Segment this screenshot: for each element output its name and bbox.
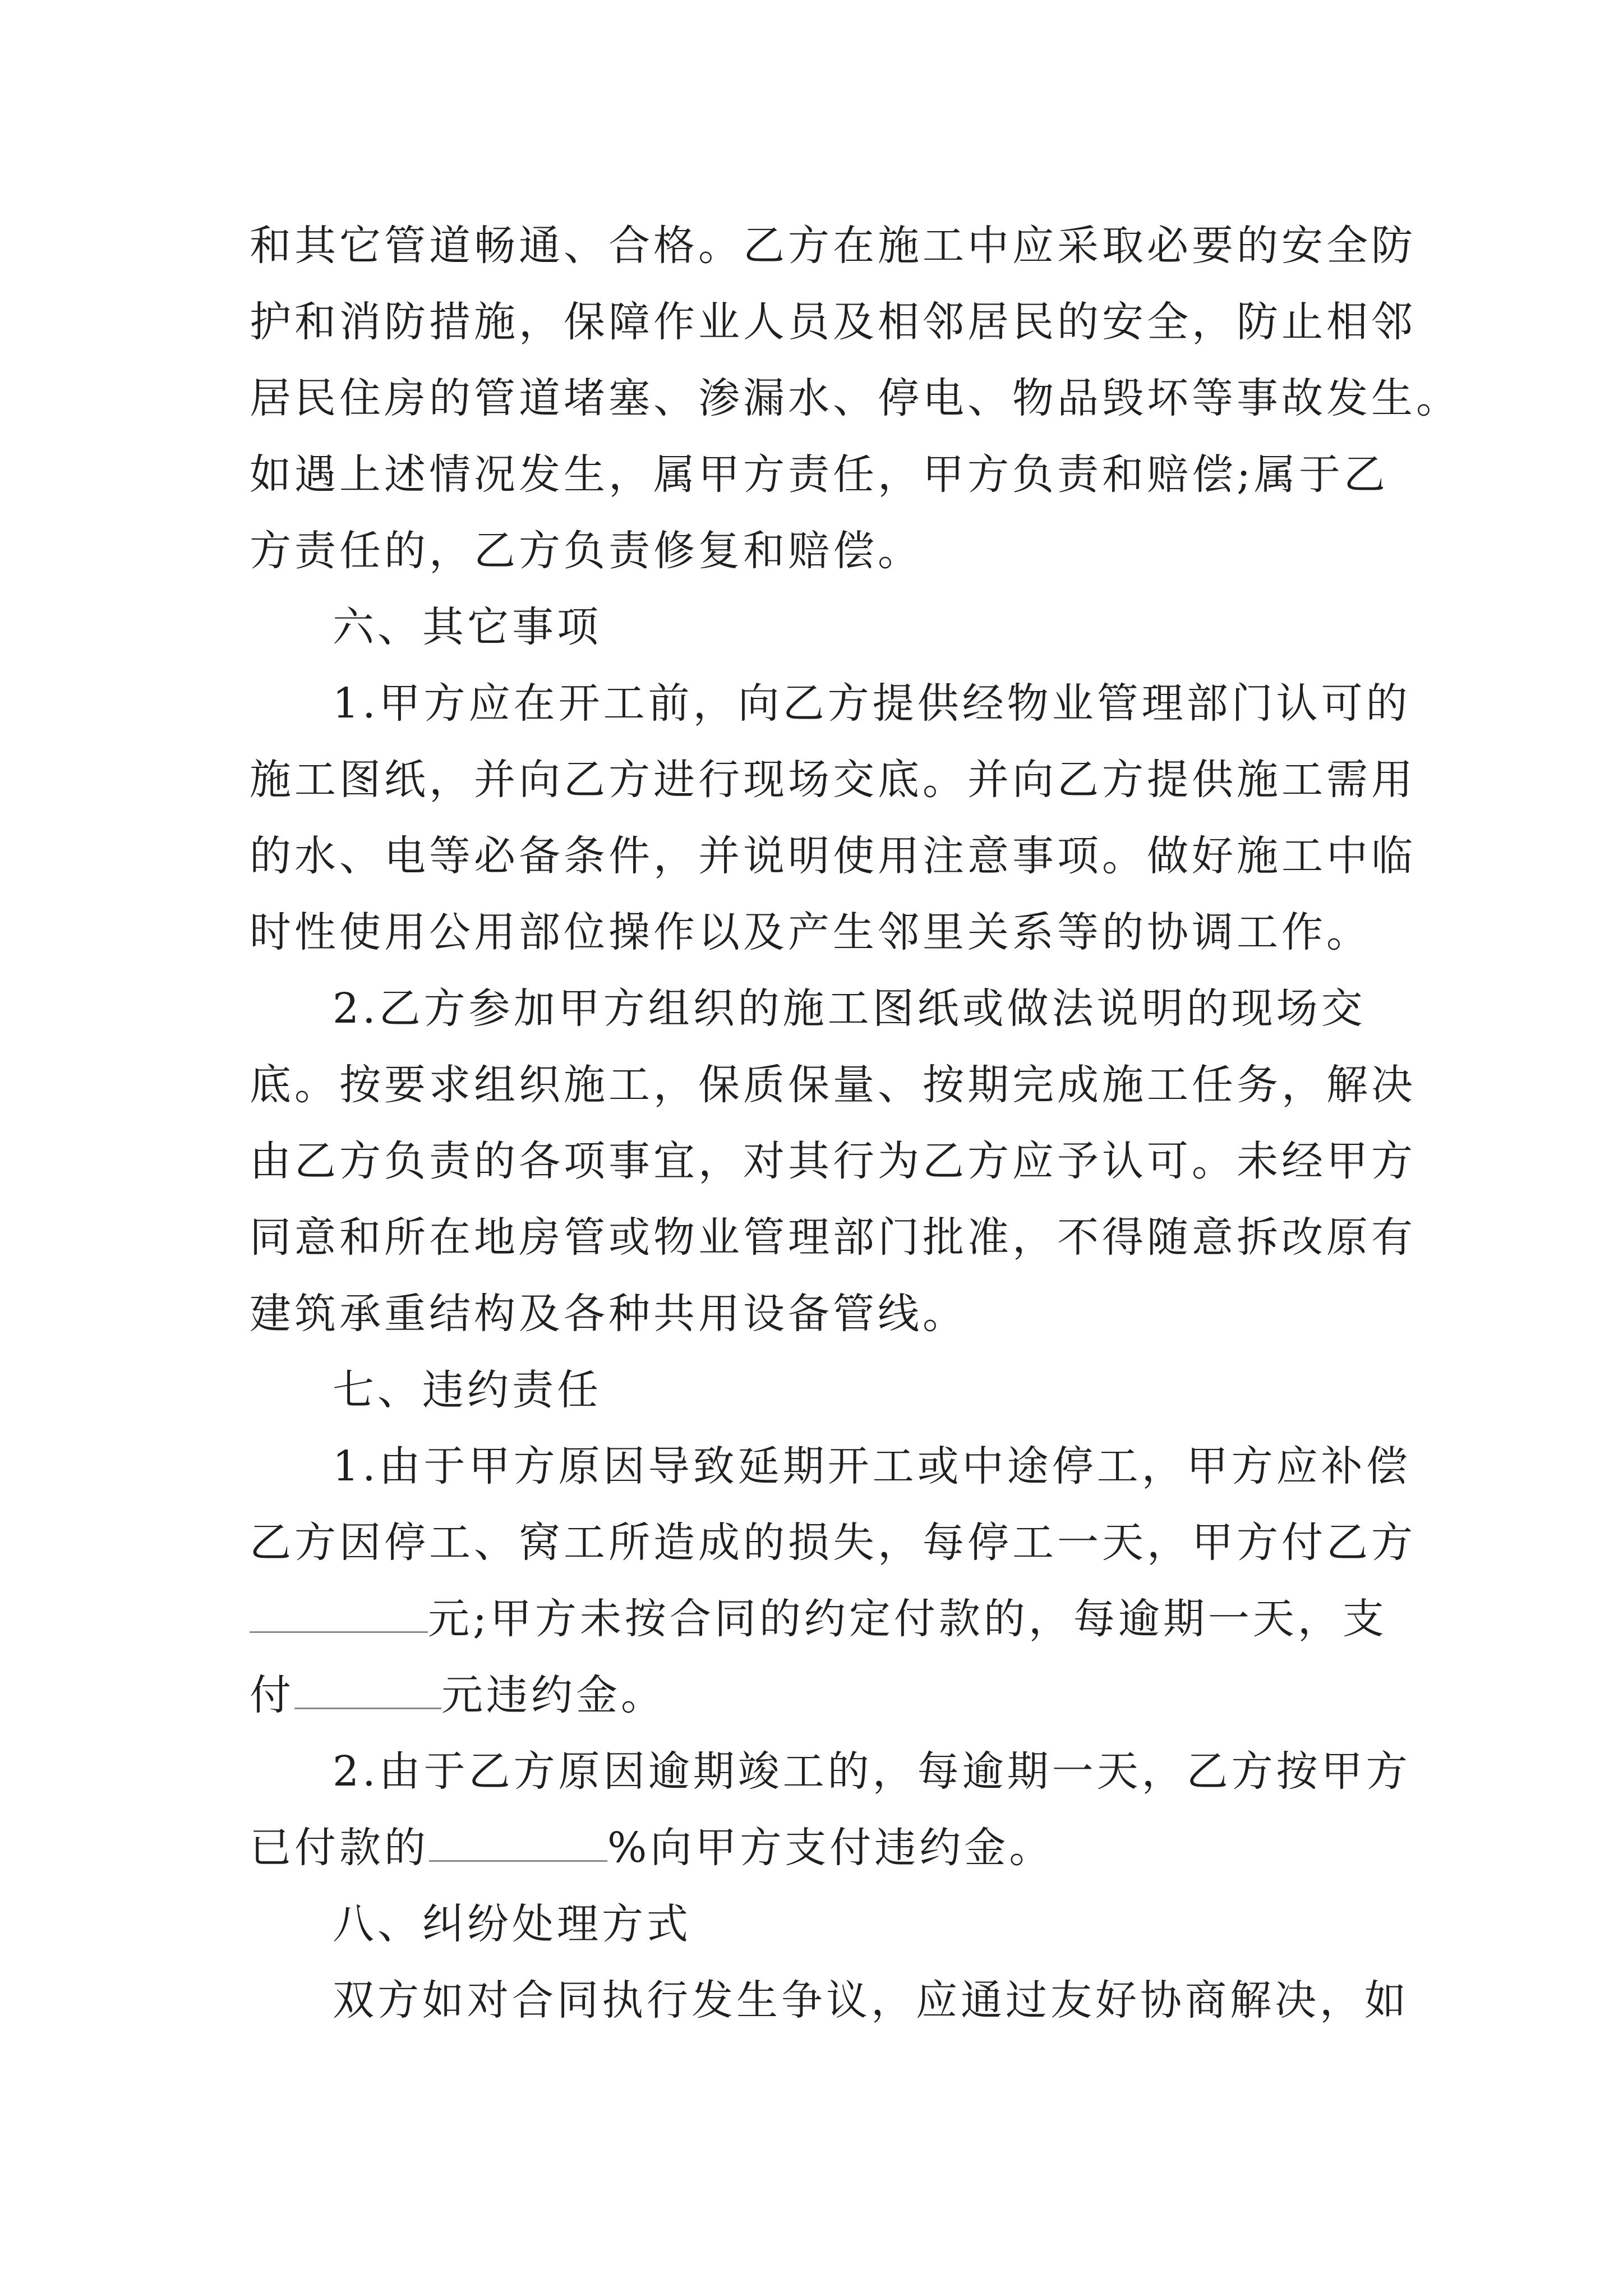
paragraph-line: 方责任的，乙方负责修复和赔偿。 [250,527,923,575]
section-heading-7: 七、违约责任 [333,1366,602,1414]
paragraph-line: 时性使用公用部位操作以及产生邻里关系等的协调工作。 [250,908,1371,956]
line-text: 元;甲方未按合同的约定付款的，每逾期一天，支 [428,1595,1387,1643]
paragraph-line: 施工图纸，并向乙方进行现场交底。并向乙方提供施工需用 [250,756,1416,804]
paragraph-line: 由乙方负责的各项事宜，对其行为乙方应予认可。未经甲方 [250,1137,1416,1185]
paragraph-line-blank-3 [250,1810,1377,1886]
paragraph-line: 建筑承重结构及各种共用设备管线。 [250,1290,967,1338]
paragraph-line: 乙方因停工、窝工所造成的损失，每停工一天，甲方付乙方 [250,1519,1416,1567]
paragraph-line: 和其它管道畅通、合格。乙方在施工中应采取必要的安全防 [250,222,1416,270]
paragraph-line: 2.由于乙方原因逾期竣工的，每逾期一天，乙方按甲方 [333,1747,1411,1796]
fill-in-blank[interactable] [429,1816,607,1862]
line-text: 付 [250,1671,294,1719]
line-text: 元违约金。 [441,1671,666,1719]
fill-in-blank[interactable] [294,1664,441,1709]
paragraph-line: 同意和所在地房管或物业管理部门批准，不得随意拆改原有 [250,1213,1416,1262]
fill-in-blank[interactable] [250,1588,428,1633]
contract-text [250,208,1461,2039]
paragraph-line: 底。按要求组织施工，保质保量、按期完成施工任务，解决 [250,1061,1416,1109]
paragraph-line-blank-2 [250,1657,1377,1733]
paragraph-line: 2.乙方参加甲方组织的施工图纸或做法说明的现场交 [333,984,1366,1033]
section-heading-6: 六、其它事项 [333,603,602,651]
paragraph-line: 1.由于甲方原因导致延期开工或中途停工，甲方应补偿 [333,1442,1411,1490]
paragraph-line: 如遇上述情况发生，属甲方责任，甲方负责和赔偿;属于乙 [250,450,1389,499]
paragraph-line: 护和消防措施，保障作业人员及相邻居民的安全，防止相邻 [250,298,1416,346]
paragraph-line: 居民住房的管道堵塞、渗漏水、停电、物品毁坏等事故发生。 [250,374,1461,422]
line-text: %向甲方支付违约金。 [607,1824,1054,1872]
section-heading-8: 八、纠纷处理方式 [333,1900,691,1948]
paragraph-line: 双方如对合同执行发生争议，应通过友好协商解决，如 [333,1976,1409,2024]
paragraph-line: 1.甲方应在开工前，向乙方提供经物业管理部门认可的 [333,679,1411,728]
line-text: 已付款的 [250,1824,429,1872]
paragraph-line-blank-1 [250,1581,1387,1657]
paragraph-line: 的水、电等必备条件，并说明使用注意事项。做好施工中临 [250,832,1416,880]
